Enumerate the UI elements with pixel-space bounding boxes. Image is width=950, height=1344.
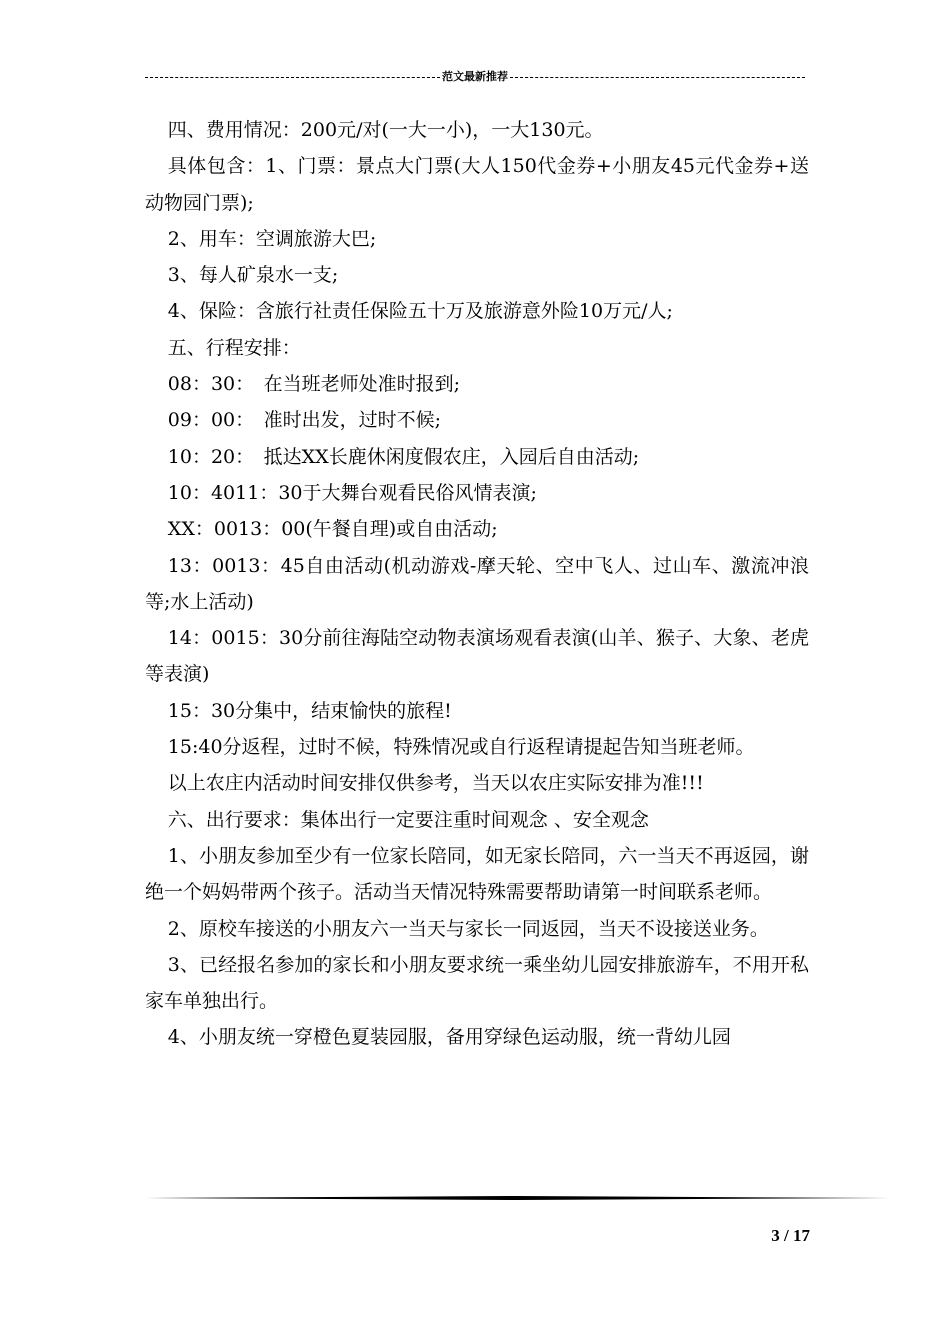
page-number: 3 / 17 xyxy=(771,1226,810,1245)
header-dash-left xyxy=(145,77,440,78)
paragraph: 3、每人矿泉水一支; xyxy=(167,264,339,287)
paragraph: 六、出行要求：集体出行一定要注重时间观念 、安全观念 xyxy=(167,808,649,831)
paragraph: 08：30： 在当班老师处准时报到; xyxy=(167,373,461,396)
footer-divider xyxy=(145,1196,890,1200)
footer-divider-line xyxy=(145,1196,890,1200)
paragraph: 具体包含：1、门票：景点大门票(大人150代金券+小朋友45元代金券+送动物园门票); xyxy=(145,155,809,214)
paragraph: 1、小朋友参加至少有一位家长陪同，如无家长陪同，六一当天不再返园，谢绝一个妈妈带两个孩子。活动当天情况特殊需要帮助请第一时间联系老师。 xyxy=(145,844,809,904)
paragraph: 09：00： 准时出发，过时不候; xyxy=(167,409,442,432)
paragraph: 15：30分集中，结束愉快的旅程! xyxy=(167,699,452,722)
header-dash-right xyxy=(510,77,805,78)
paragraph: 13：0013：45自由活动(机动游戏-摩天轮、空中飞人、过山车、激流冲浪等;水上活动) xyxy=(145,554,809,613)
paragraph: 10：20： 抵达XX长鹿休闲度假农庄，入园后自由活动; xyxy=(167,445,640,468)
paragraph: 五、行程安排： xyxy=(167,336,301,359)
paragraph: 10：4011：30于大舞台观看民俗风情表演; xyxy=(167,481,537,504)
paragraph: 4、保险：含旅行社责任保险五十万及旅游意外险10万元/人; xyxy=(167,300,673,323)
page-header xyxy=(145,66,805,86)
paragraph: XX：0013：00(午餐自理)或自由活动; xyxy=(167,518,498,541)
paragraph: 2、用车：空调旅游大巴; xyxy=(167,227,377,250)
paragraph: 15:40分返程，过时不候，特殊情况或自行返程请提起告知当班老师。 xyxy=(167,736,755,759)
paragraph: 2、原校车接送的小朋友六一当天与家长一同返园，当天不设接送业务。 xyxy=(167,917,769,940)
paragraph: 以上农庄内活动时间安排仅供参考，当天以农庄实际安排为准!!! xyxy=(167,772,704,795)
paragraph: 3、已经报名参加的家长和小朋友要求统一乘坐幼儿园安排旅游车，不用开私家车单独出行。 xyxy=(145,953,809,1013)
header-label: 范文最新推荐 xyxy=(442,70,508,83)
paragraph: 四、费用情况：200元/对(一大一小)，一大130元。 xyxy=(167,119,604,141)
paragraph: 4、小朋友统一穿橙色夏装园服，备用穿绿色运动服，统一背幼儿园 xyxy=(167,1026,731,1049)
document-body xyxy=(145,112,809,1056)
paragraph: 14：0015：30分前往海陆空动物表演场观看表演(山羊、猴子、大象、老虎等表演) xyxy=(145,627,809,686)
